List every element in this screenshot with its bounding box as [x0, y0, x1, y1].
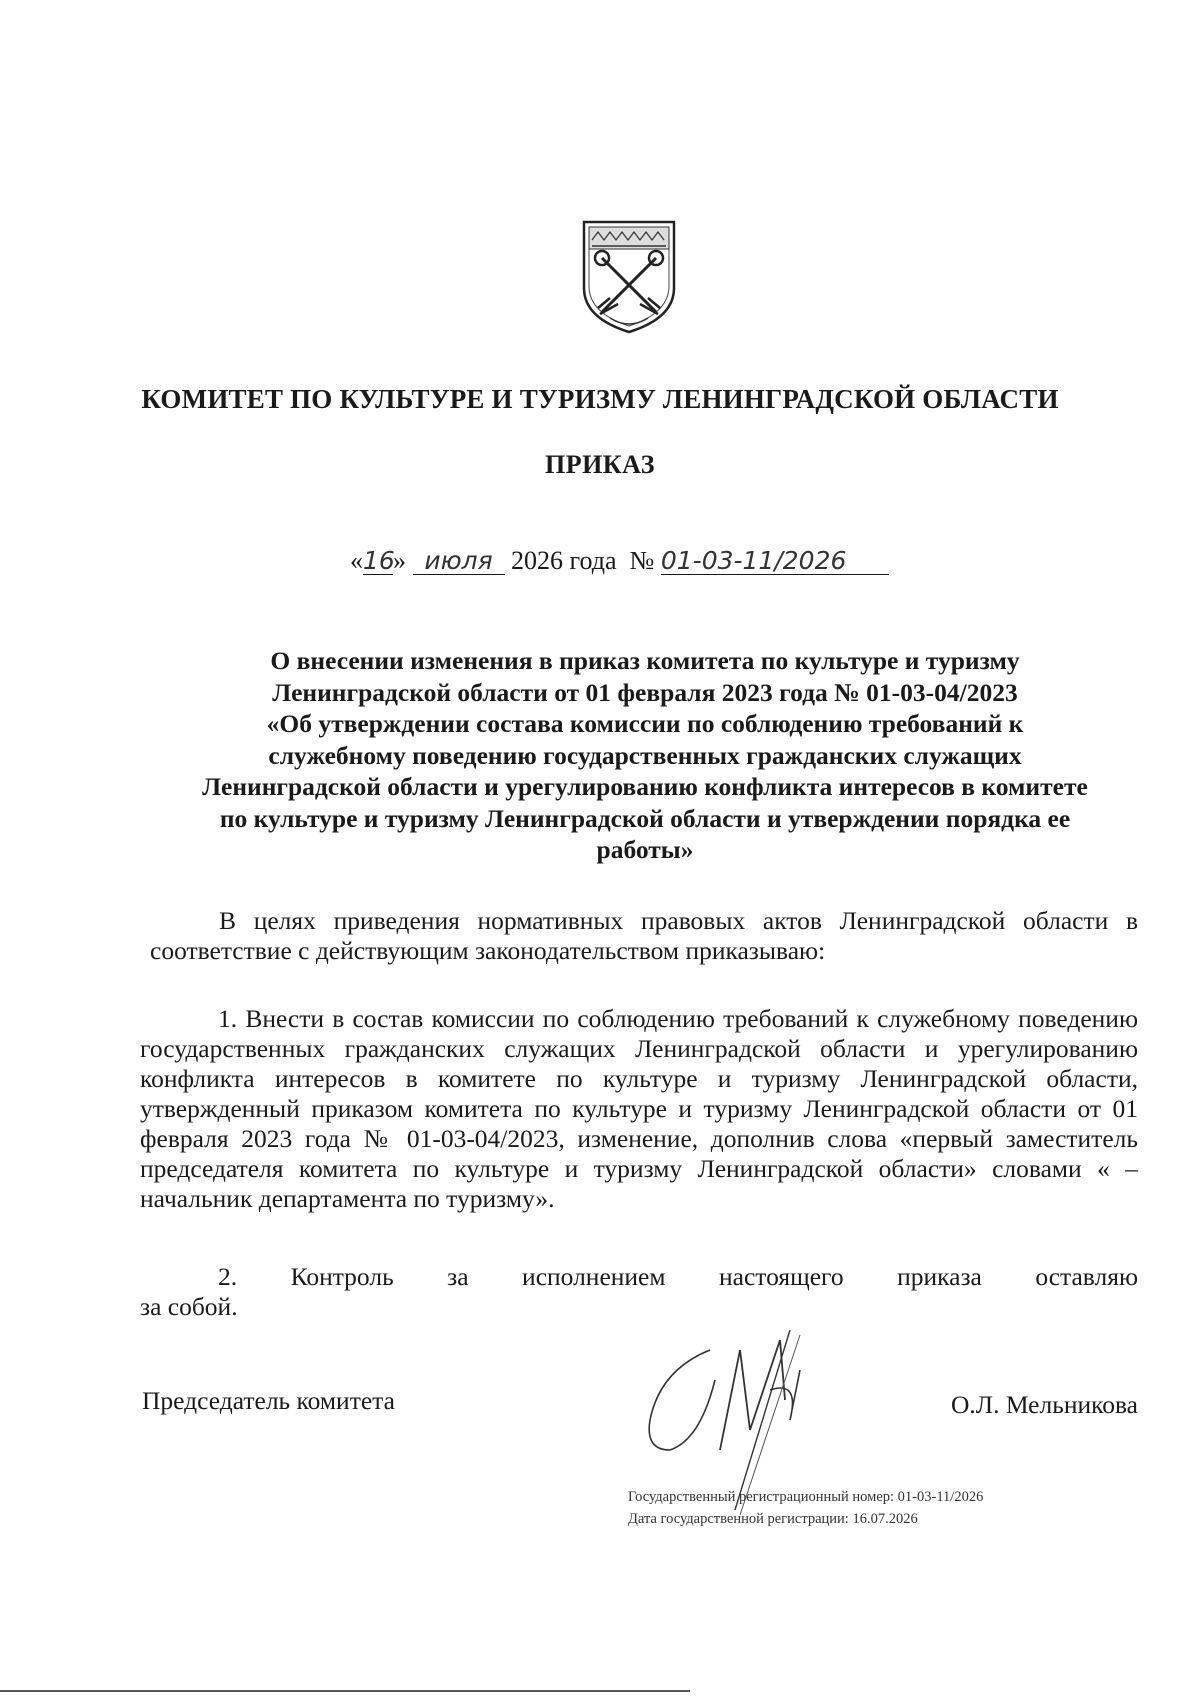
- committee-name: КОМИТЕТ ПО КУЛЬТУРЕ И ТУРИЗМУ ЛЕНИНГРАДСКОЙ ОБЛАСТИ: [141, 384, 1059, 414]
- subject-line: по культуре и туризму Ленинградской области и утверждении порядка ее: [219, 803, 1071, 833]
- subject-line: работы»: [596, 835, 694, 864]
- registration-number: Государственный регистрационный номер: 01-03-11/2026: [628, 1489, 984, 1505]
- item-2-word: настоящего: [718, 1262, 844, 1291]
- number-sign: №: [629, 546, 655, 575]
- registration-date: Дата государственной регистрации: 16.07.2026: [628, 1511, 918, 1527]
- order-item-2-first-line: [140, 1262, 1138, 1292]
- order-subject: [150, 645, 1140, 866]
- registration-stamp: [628, 1486, 983, 1530]
- order-item-1: 1. Внести в состав комиссии по соблюдению требований к служебному поведению государственных гражданских служащих Ленинградской области и урегулированию конфликта интересов в комитете по культуре и туризму Ленинградской области, утвержденный приказом комитета по культуре и туризму Ленинградской области от 01 февраля 2023 года № 01-03-04/2023, изменение, дополнив слова «первый заместитель председателя комитета по культуре и туризму Ленинградской области» словами « – начальник департамента по туризму».: [140, 1004, 1138, 1213]
- scan-edge-line: [0, 1690, 690, 1692]
- subject-line: «Об утверждении состава комиссии по соблюдению требований к: [266, 709, 1024, 738]
- year-text: 2026 года: [511, 546, 617, 575]
- date-close-quote: »: [393, 546, 406, 575]
- item-2-word: Контроль: [290, 1262, 394, 1291]
- item-2-word: за: [447, 1262, 469, 1291]
- subject-line: Ленинградской области и урегулированию конфликта интересов в комитете: [202, 772, 1088, 801]
- handwritten-day: 16: [363, 546, 395, 575]
- subject-line: Ленинградской области от 01 февраля 2023 года № 01-03-04/2023: [272, 677, 1018, 707]
- item-2-word: 2.: [218, 1262, 238, 1291]
- handwritten-order-number: 01-03-11/2026: [661, 548, 889, 575]
- item-2-word: приказа: [897, 1262, 982, 1291]
- item-2-word: исполнением: [522, 1262, 666, 1291]
- order-item-2: [140, 1262, 1138, 1322]
- document-type-title: ПРИКАЗ: [544, 450, 656, 479]
- item-2-word: оставляю: [1035, 1262, 1138, 1291]
- order-date-number-line: [350, 546, 889, 576]
- subject-line: служебному поведению государственных гражданских служащих: [268, 740, 1022, 770]
- order-item-2-tail: за собой.: [140, 1292, 238, 1321]
- signatory-position: Председатель комитета: [142, 1386, 395, 1415]
- coat-of-arms-icon: [580, 218, 678, 336]
- signatory-name: О.Л. Мельникова: [950, 1390, 1138, 1419]
- subject-line: О внесении изменения в приказ комитета по культуре и туризму: [270, 646, 1020, 675]
- handwritten-month: июля: [413, 548, 505, 575]
- date-open-quote: «: [350, 546, 363, 575]
- intro-paragraph: В целях приведения нормативных правовых актов Ленинградской области в соответствие с действующим законодательством приказываю:: [150, 906, 1138, 965]
